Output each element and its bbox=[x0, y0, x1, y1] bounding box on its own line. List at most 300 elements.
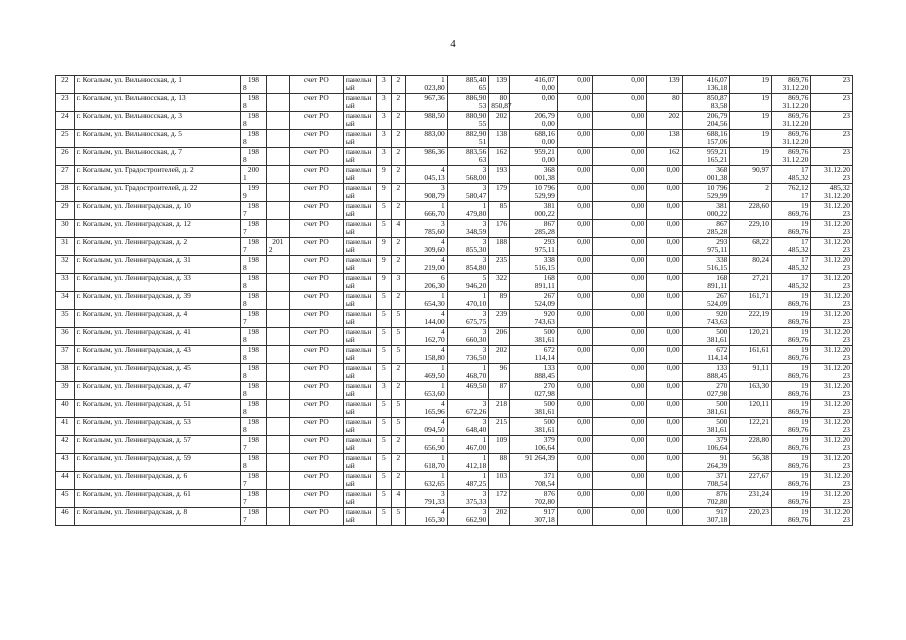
cell-part: 114,14 bbox=[534, 353, 555, 363]
residents: 206 bbox=[489, 328, 510, 346]
cell-part: 869,76 bbox=[788, 317, 809, 327]
cell-part: 516,15 bbox=[707, 263, 728, 273]
cell-part: 888,45 bbox=[534, 371, 555, 381]
total-area bbox=[406, 472, 448, 490]
table-row bbox=[56, 94, 853, 112]
cell-part: 0,00 bbox=[541, 119, 555, 129]
wall-material bbox=[343, 436, 376, 454]
year-built bbox=[240, 418, 266, 436]
cell-part: 198 bbox=[247, 471, 259, 480]
cell-part: 8 bbox=[242, 425, 247, 435]
fund-b: 0,00 bbox=[593, 418, 647, 436]
total-area bbox=[406, 400, 448, 418]
year-built bbox=[240, 472, 266, 490]
cell-part: 31.12.20 bbox=[782, 119, 809, 129]
floors: 5 bbox=[377, 400, 392, 418]
cell-part: 4 bbox=[441, 309, 445, 318]
cell-part: 3 bbox=[482, 219, 487, 228]
fund-c: 80 bbox=[647, 94, 682, 112]
cost-total bbox=[682, 94, 730, 112]
fund-method: счет РО bbox=[289, 184, 343, 202]
living-area bbox=[447, 310, 489, 328]
cell-part: 264,39 bbox=[707, 461, 728, 471]
deadline bbox=[811, 130, 853, 148]
cell-part: 31.12.20 bbox=[782, 101, 809, 111]
cell-part: 348,59 bbox=[465, 227, 487, 237]
year-reconstruction bbox=[266, 418, 289, 436]
year-reconstruction bbox=[266, 220, 289, 238]
living-area bbox=[447, 436, 489, 454]
cell-part: 23 bbox=[842, 245, 850, 255]
cell-part: 869,76 bbox=[788, 371, 809, 381]
row-number: 34 bbox=[56, 292, 75, 310]
row-number: 31 bbox=[56, 238, 75, 256]
fund-c: 0,00 bbox=[647, 274, 682, 292]
cost-per-sqm bbox=[730, 508, 772, 526]
cell-part: 094,50 bbox=[424, 425, 445, 435]
cell-part: 618,70 bbox=[424, 461, 445, 471]
cell-part: 56,38 bbox=[752, 453, 769, 462]
living-area bbox=[447, 328, 489, 346]
cost-limit bbox=[771, 400, 810, 418]
row-number: 38 bbox=[56, 364, 75, 382]
cell-part: 917 bbox=[543, 507, 555, 516]
cell-part: 988,50 bbox=[424, 111, 445, 120]
total-area bbox=[406, 418, 448, 436]
cell-part: 31.12.20 bbox=[824, 345, 850, 354]
cell-part: 270 bbox=[543, 381, 555, 390]
fund-c: 0,00 bbox=[647, 382, 682, 400]
cell-part: 228,80 bbox=[748, 435, 769, 444]
residents: 235 bbox=[489, 256, 510, 274]
cell-part: 7 bbox=[242, 515, 247, 525]
cell-part: 869,76 bbox=[788, 353, 809, 363]
cell-part: 379 bbox=[543, 435, 555, 444]
fund-a: 0,00 bbox=[557, 148, 592, 166]
cell-part: 920 bbox=[716, 309, 728, 318]
year-built bbox=[240, 346, 266, 364]
fund-b: 0,00 bbox=[593, 112, 647, 130]
fund-method: счет РО bbox=[289, 256, 343, 274]
year-built bbox=[240, 508, 266, 526]
cell-part: 867 bbox=[543, 219, 555, 228]
fund-a: 0,00 bbox=[557, 256, 592, 274]
cell-part: 198 bbox=[247, 363, 259, 372]
fund-method: счет РО bbox=[289, 130, 343, 148]
wall-material bbox=[343, 220, 376, 238]
living-area bbox=[447, 346, 489, 364]
cell-part: 0,00 bbox=[541, 137, 555, 147]
cell-part: 8 bbox=[242, 299, 247, 309]
living-area bbox=[447, 454, 489, 472]
repair-cost bbox=[510, 508, 558, 526]
housing-register-table bbox=[55, 75, 853, 526]
fund-b: 0,00 bbox=[593, 454, 647, 472]
cell-part: 854,80 bbox=[465, 263, 487, 273]
cell-part: 908,79 bbox=[424, 191, 445, 201]
address: г. Когалым, ул. Вильнюсская, д. 5 bbox=[74, 130, 240, 148]
cell-part: 3 bbox=[482, 507, 487, 516]
cell-part: 880,90 bbox=[465, 111, 487, 120]
cell-part: 90,97 bbox=[752, 165, 769, 174]
cell-part: 485,32 bbox=[829, 183, 850, 192]
cell-part: 158,80 bbox=[424, 353, 445, 363]
fund-a: 0,00 bbox=[557, 490, 592, 508]
cell-part: 368 bbox=[543, 165, 555, 174]
cell-part: 891,11 bbox=[534, 281, 555, 291]
year-reconstruction bbox=[266, 346, 289, 364]
cell-part: панельн bbox=[345, 75, 372, 84]
cell-part: панельн bbox=[345, 381, 372, 390]
fund-c: 0,00 bbox=[647, 166, 682, 184]
residents: 239 bbox=[489, 310, 510, 328]
cell-part: 65 bbox=[478, 83, 487, 93]
cell-part: 469,50 bbox=[424, 371, 445, 381]
fund-method: счет РО bbox=[289, 238, 343, 256]
table-row bbox=[56, 508, 853, 526]
year-built bbox=[240, 94, 266, 112]
cell-part: 19 bbox=[761, 93, 769, 102]
deadline bbox=[811, 148, 853, 166]
cell-part: 19 bbox=[801, 381, 809, 390]
fund-c: 0,00 bbox=[647, 256, 682, 274]
cell-part: 198 bbox=[247, 435, 259, 444]
floors: 5 bbox=[377, 472, 392, 490]
year-built bbox=[240, 364, 266, 382]
cell-part: 51 bbox=[478, 137, 487, 147]
cell-part: 654,30 bbox=[424, 299, 445, 309]
table-row bbox=[56, 202, 853, 220]
cell-part: 485,32 bbox=[788, 281, 809, 291]
cost-limit bbox=[771, 328, 810, 346]
cost-limit bbox=[771, 292, 810, 310]
table-row bbox=[56, 454, 853, 472]
cell-part: 19 bbox=[801, 219, 809, 228]
cell-part: панельн bbox=[345, 417, 372, 426]
cell-part: 8 bbox=[242, 137, 247, 147]
cost-per-sqm bbox=[730, 112, 772, 130]
cell-part: панельн bbox=[345, 471, 372, 480]
fund-c: 0,00 bbox=[647, 202, 682, 220]
year-reconstruction bbox=[266, 184, 289, 202]
deadline bbox=[811, 400, 853, 418]
repair-cost bbox=[510, 310, 558, 328]
cell-part: 228,60 bbox=[748, 201, 769, 210]
cell-part: 55 bbox=[478, 119, 487, 129]
cost-total bbox=[682, 76, 730, 94]
cell-part: 743,63 bbox=[534, 317, 555, 327]
cost-limit bbox=[771, 256, 810, 274]
fund-method: счет РО bbox=[289, 76, 343, 94]
cost-limit bbox=[771, 76, 810, 94]
deadline bbox=[811, 310, 853, 328]
cell-part: ый bbox=[345, 425, 355, 435]
cell-part: 31.12.20 bbox=[824, 327, 850, 336]
cost-total bbox=[682, 130, 730, 148]
fund-c: 0,00 bbox=[647, 400, 682, 418]
cell-part: панельн bbox=[345, 507, 372, 516]
cell-part: 68,22 bbox=[752, 237, 769, 246]
deadline bbox=[811, 346, 853, 364]
cell-part: ый bbox=[345, 263, 355, 273]
entrances: 2 bbox=[391, 382, 406, 400]
entrances: 5 bbox=[391, 346, 406, 364]
floors: 9 bbox=[377, 184, 392, 202]
wall-material bbox=[343, 328, 376, 346]
cell-part: 000,22 bbox=[707, 209, 728, 219]
entrances: 2 bbox=[391, 94, 406, 112]
cell-part: 959,21 bbox=[707, 147, 728, 156]
table-row bbox=[56, 364, 853, 382]
year-reconstruction bbox=[266, 202, 289, 220]
cell-part: 1 bbox=[482, 471, 487, 480]
cell-part: 381,61 bbox=[707, 335, 728, 345]
cell-part: 23 bbox=[842, 263, 850, 273]
cell-part: 198 bbox=[247, 75, 259, 84]
cell-part: 198 bbox=[247, 489, 259, 498]
table-row bbox=[56, 382, 853, 400]
deadline bbox=[811, 418, 853, 436]
cell-part: 285,28 bbox=[707, 227, 728, 237]
cell-part: 1 bbox=[441, 381, 445, 390]
table-row bbox=[56, 346, 853, 364]
repair-cost bbox=[510, 328, 558, 346]
address: г. Когалым, ул. Ленинградская, д. 33 bbox=[74, 274, 240, 292]
cell-part: 027,98 bbox=[707, 389, 728, 399]
cell-part: 31.12.20 bbox=[824, 165, 850, 174]
living-area bbox=[447, 238, 489, 256]
cell-part: 267 bbox=[543, 291, 555, 300]
residents: 176 bbox=[489, 220, 510, 238]
fund-b: 0,00 bbox=[593, 184, 647, 202]
cell-part: 206,79 bbox=[707, 111, 728, 120]
deadline bbox=[811, 436, 853, 454]
entrances: 2 bbox=[391, 454, 406, 472]
cell-part: 045,13 bbox=[424, 173, 445, 183]
cell-part: панельн bbox=[345, 201, 372, 210]
table-row bbox=[56, 220, 853, 238]
table-row bbox=[56, 436, 853, 454]
cell-part: 17 bbox=[801, 273, 809, 282]
cell-part: 986,36 bbox=[424, 147, 445, 156]
total-area bbox=[406, 166, 448, 184]
total-area bbox=[406, 148, 448, 166]
table-row bbox=[56, 76, 853, 94]
wall-material bbox=[343, 418, 376, 436]
year-built bbox=[240, 310, 266, 328]
cell-part: ый bbox=[345, 515, 355, 525]
address: г. Когалым, ул. Ленинградская, д. 43 bbox=[74, 346, 240, 364]
cell-part: 19 bbox=[801, 453, 809, 462]
fund-method: счет РО bbox=[289, 472, 343, 490]
year-built bbox=[240, 238, 266, 256]
fund-b: 0,00 bbox=[593, 508, 647, 526]
cost-per-sqm bbox=[730, 292, 772, 310]
fund-b: 0,00 bbox=[593, 292, 647, 310]
cell-part: панельн bbox=[345, 165, 372, 174]
cell-part: 876 bbox=[716, 489, 728, 498]
cell-part: 198 bbox=[247, 507, 259, 516]
cell-part: 23 bbox=[842, 129, 850, 138]
year-reconstruction bbox=[266, 472, 289, 490]
cell-part: 31.12.20 bbox=[824, 471, 850, 480]
cell-part: 762,12 bbox=[788, 183, 809, 192]
total-area bbox=[406, 184, 448, 202]
cell-part: 91 bbox=[719, 453, 728, 462]
cell-part: 4 bbox=[441, 417, 445, 426]
cell-part: 19 bbox=[801, 309, 809, 318]
fund-b: 0,00 bbox=[593, 436, 647, 454]
cell-part: 469,50 bbox=[465, 381, 487, 390]
year-reconstruction bbox=[266, 256, 289, 274]
cost-limit bbox=[771, 202, 810, 220]
year-built bbox=[240, 130, 266, 148]
wall-material bbox=[343, 184, 376, 202]
cell-part: 31.12.20 bbox=[824, 399, 850, 408]
entrances: 5 bbox=[391, 310, 406, 328]
year-reconstruction bbox=[266, 508, 289, 526]
cell-part: 869,76 bbox=[788, 389, 809, 399]
address: г. Когалым, ул. Ленинградская, д. 45 bbox=[74, 364, 240, 382]
table-row bbox=[56, 238, 853, 256]
cell-part: 23 bbox=[842, 209, 850, 219]
table-row bbox=[56, 418, 853, 436]
wall-material bbox=[343, 490, 376, 508]
cell-part: 8 bbox=[242, 407, 247, 417]
floors: 3 bbox=[377, 94, 392, 112]
cell-part: 869,76 bbox=[788, 461, 809, 471]
year-built bbox=[240, 454, 266, 472]
row-number: 42 bbox=[56, 436, 75, 454]
fund-c: 0,00 bbox=[647, 508, 682, 526]
cell-part: ый bbox=[345, 155, 355, 165]
cell-part: 869,76 bbox=[788, 299, 809, 309]
living-area bbox=[447, 490, 489, 508]
cell-part: 1 bbox=[441, 363, 445, 372]
fund-c: 162 bbox=[647, 148, 682, 166]
cell-part: 001,38 bbox=[707, 173, 728, 183]
cell-part: 000,22 bbox=[534, 209, 555, 219]
repair-cost bbox=[510, 364, 558, 382]
cell-part: 163,30 bbox=[748, 381, 769, 390]
cell-part: 888,45 bbox=[707, 371, 728, 381]
fund-c: 0,00 bbox=[647, 472, 682, 490]
living-area bbox=[447, 94, 489, 112]
cost-per-sqm bbox=[730, 472, 772, 490]
total-area bbox=[406, 346, 448, 364]
floors: 5 bbox=[377, 436, 392, 454]
cell-part: 162,70 bbox=[424, 335, 445, 345]
table-row bbox=[56, 274, 853, 292]
year-reconstruction bbox=[266, 292, 289, 310]
year-reconstruction bbox=[266, 148, 289, 166]
repair-cost bbox=[510, 472, 558, 490]
cell-part: 485,32 bbox=[788, 245, 809, 255]
cell-part: 31.12.20 bbox=[782, 155, 809, 165]
cell-part: 672,26 bbox=[465, 407, 487, 417]
floors: 5 bbox=[377, 364, 392, 382]
cell-part: 7 bbox=[242, 317, 247, 327]
repair-cost bbox=[510, 274, 558, 292]
total-area bbox=[406, 94, 448, 112]
repair-cost bbox=[510, 400, 558, 418]
year-built bbox=[240, 220, 266, 238]
cost-per-sqm bbox=[730, 454, 772, 472]
cell-part: 201 bbox=[272, 237, 284, 246]
address: г. Когалым, ул. Ленинградская, д. 41 bbox=[74, 328, 240, 346]
cell-part: 133 bbox=[716, 363, 728, 372]
residents: 138 bbox=[489, 130, 510, 148]
cell-part: 19 bbox=[801, 201, 809, 210]
cell-part: 19 bbox=[801, 363, 809, 372]
cell-part: панельн bbox=[345, 363, 372, 372]
cell-part: 8 bbox=[242, 389, 247, 399]
cell-part: 63 bbox=[478, 155, 487, 165]
entrances: 2 bbox=[391, 184, 406, 202]
cell-part: 653,60 bbox=[424, 389, 445, 399]
cell-part: 883,56 bbox=[465, 147, 487, 156]
year-built bbox=[240, 112, 266, 130]
wall-material bbox=[343, 310, 376, 328]
year-built bbox=[240, 184, 266, 202]
cell-part: 220,23 bbox=[748, 507, 769, 516]
repair-cost bbox=[510, 220, 558, 238]
cell-part: 8 bbox=[242, 101, 247, 111]
cell-part: панельн bbox=[345, 309, 372, 318]
cell-part: 31.12.20 bbox=[824, 219, 850, 228]
cost-total bbox=[682, 382, 730, 400]
cell-part: 0,00 bbox=[541, 83, 555, 93]
floors: 9 bbox=[377, 274, 392, 292]
cell-part: 23 bbox=[842, 389, 850, 399]
deadline bbox=[811, 238, 853, 256]
cost-limit bbox=[771, 346, 810, 364]
address: г. Когалым, ул. Ленинградская, д. 47 bbox=[74, 382, 240, 400]
cell-part: 144,00 bbox=[424, 317, 445, 327]
cell-part: 869,76 bbox=[788, 111, 809, 120]
deadline bbox=[811, 364, 853, 382]
cell-part: 198 bbox=[247, 93, 259, 102]
cell-part: 500 bbox=[543, 399, 555, 408]
cell-part: 702,80 bbox=[707, 497, 728, 507]
cost-total bbox=[682, 490, 730, 508]
cell-part: 168 bbox=[543, 273, 555, 282]
cost-limit bbox=[771, 418, 810, 436]
fund-a: 0,00 bbox=[557, 310, 592, 328]
cell-part: 17 bbox=[801, 237, 809, 246]
year-reconstruction bbox=[266, 364, 289, 382]
cell-part: 4 bbox=[441, 507, 445, 516]
cell-part: 023,80 bbox=[424, 83, 445, 93]
year-built bbox=[240, 382, 266, 400]
row-number: 43 bbox=[56, 454, 75, 472]
cell-part: 293 bbox=[543, 237, 555, 246]
living-area bbox=[447, 400, 489, 418]
residents: 218 bbox=[489, 400, 510, 418]
cell-part: 270 bbox=[716, 381, 728, 390]
cell-part: 3 bbox=[482, 399, 487, 408]
year-built bbox=[240, 490, 266, 508]
residents: 162 bbox=[489, 148, 510, 166]
residents: 188 bbox=[489, 238, 510, 256]
cell-part: 19 bbox=[801, 417, 809, 426]
cell-part: 23 bbox=[842, 407, 850, 417]
cell-part: 672 bbox=[716, 345, 728, 354]
table-row bbox=[56, 112, 853, 130]
cost-per-sqm bbox=[730, 94, 772, 112]
fund-a: 0,00 bbox=[557, 94, 592, 112]
fund-method: счет РО bbox=[289, 454, 343, 472]
